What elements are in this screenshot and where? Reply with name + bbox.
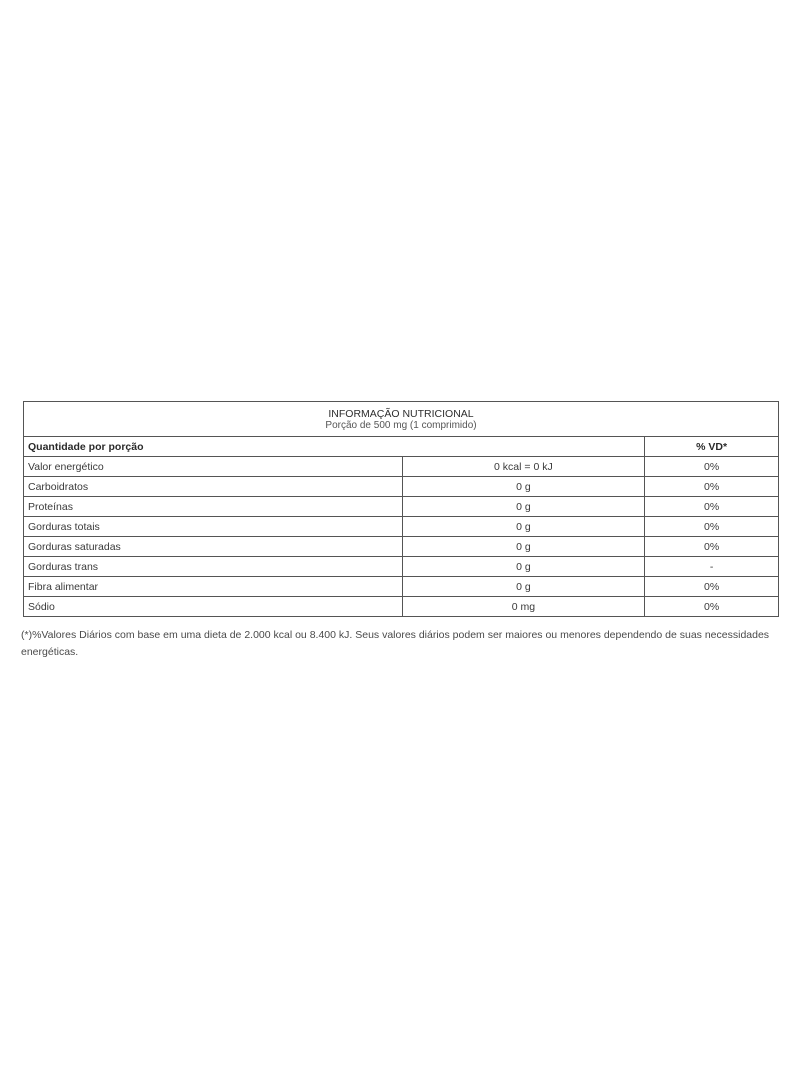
nutrition-table-body — [24, 402, 779, 617]
table-row — [24, 557, 779, 577]
nutrient-name: Proteínas — [24, 497, 403, 517]
vd-header: % VD* — [645, 437, 779, 457]
table-row — [24, 497, 779, 517]
nutrient-name: Gorduras saturadas — [24, 537, 403, 557]
nutrient-vd: 0% — [645, 477, 779, 497]
nutrient-name: Gorduras trans — [24, 557, 403, 577]
nutrient-vd: 0% — [645, 497, 779, 517]
nutrient-name: Sódio — [24, 597, 403, 617]
nutrient-vd: 0% — [645, 457, 779, 477]
nutrient-vd: 0% — [645, 537, 779, 557]
nutrient-amount: 0 g — [402, 537, 645, 557]
table-subtitle: Porção de 500 mg (1 comprimido) — [325, 420, 477, 431]
nutrient-amount: 0 g — [402, 477, 645, 497]
nutrient-name: Fibra alimentar — [24, 577, 403, 597]
nutrient-amount: 0 g — [402, 497, 645, 517]
nutrient-amount: 0 g — [402, 557, 645, 577]
table-row — [24, 577, 779, 597]
nutrient-amount: 0 mg — [402, 597, 645, 617]
table-row — [24, 517, 779, 537]
nutrient-amount: 0 kcal = 0 kJ — [402, 457, 645, 477]
footnote: (*)%Valores Diários com base em uma dieta de 2.000 kcal ou 8.400 kJ. Seus valores diários podem ser maiores ou menores dependendo de suas necessidades energéticas. — [21, 629, 770, 658]
table-row — [24, 457, 779, 477]
nutrient-amount: 0 g — [402, 517, 645, 537]
table-header-row — [24, 437, 779, 457]
table-title-row — [24, 402, 779, 437]
nutrient-name: Valor energético — [24, 457, 403, 477]
table-row — [24, 477, 779, 497]
nutrient-amount: 0 g — [402, 577, 645, 597]
nutrient-vd: 0% — [645, 577, 779, 597]
nutrient-vd: 0% — [645, 597, 779, 617]
nutrition-table — [23, 401, 779, 617]
table-row — [24, 597, 779, 617]
nutrient-vd: - — [645, 557, 779, 577]
table-title-cell — [24, 402, 779, 437]
quantity-header: Quantidade por porção — [24, 437, 645, 457]
table-row — [24, 537, 779, 557]
nutrient-vd: 0% — [645, 517, 779, 537]
nutrient-name: Gorduras totais — [24, 517, 403, 537]
nutrient-name: Carboidratos — [24, 477, 403, 497]
nutrition-panel — [23, 401, 779, 661]
table-title: INFORMAÇÃO NUTRICIONAL — [328, 408, 474, 420]
